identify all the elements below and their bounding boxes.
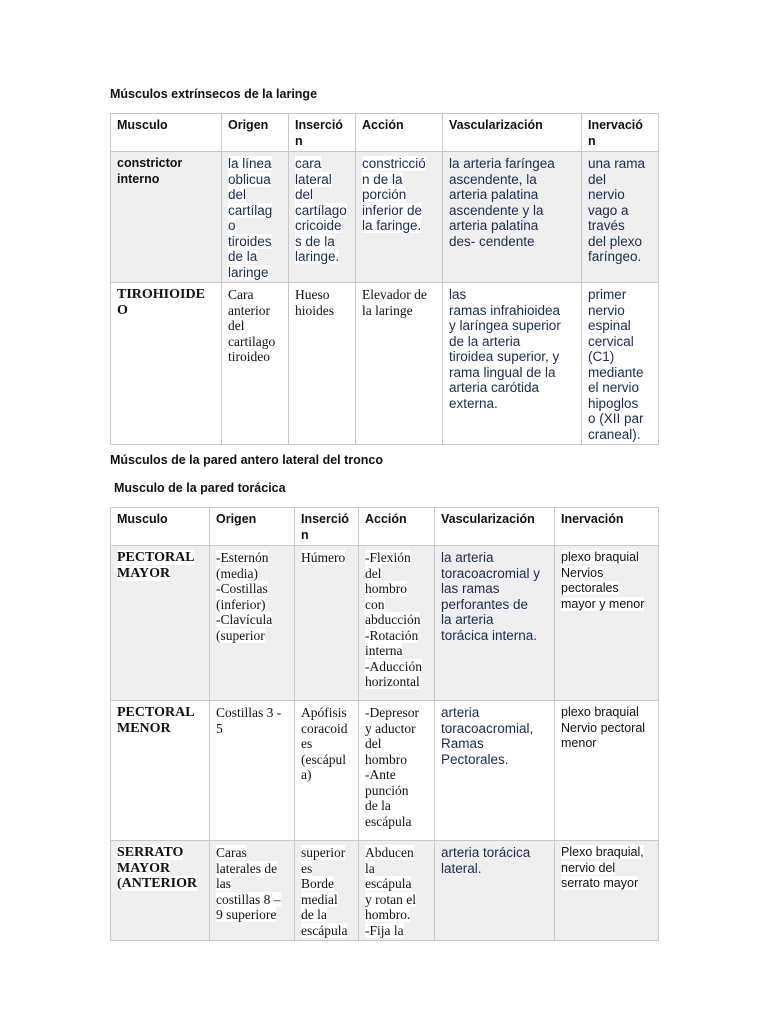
cell-origen: Caras laterales de las costillas 8 – 9 superiore bbox=[210, 841, 295, 941]
cell-accion: -Flexión del hombro con abducción -Rotación interna -Aducción horizontal bbox=[359, 546, 435, 701]
header-accion: Acción bbox=[356, 114, 443, 152]
section-subtitle-toracica: Musculo de la pared torácica bbox=[114, 481, 286, 495]
cell-origen: la línea oblicua del cartílag o tiroides de la laringe bbox=[222, 152, 289, 283]
table-pared-toracica bbox=[110, 507, 659, 941]
cell-origen: Cara anterior del cartilago tiroideo bbox=[222, 283, 289, 445]
cell-vascularizacion: arteria torácica lateral. bbox=[435, 841, 555, 941]
cell-origen: Costillas 3 - 5 bbox=[210, 701, 295, 841]
cell-inervacion: plexo braquial Nervios pectorales mayor y menor bbox=[555, 546, 659, 701]
cell-vascularizacion: arteria toracoacromial, Ramas Pectorales. bbox=[435, 701, 555, 841]
header-inervacion: Inervación bbox=[555, 508, 659, 546]
cell-accion: Abducen la escápula y rotan el hombro. -Fija la bbox=[359, 841, 435, 941]
cell-musculo: constrictor interno bbox=[111, 152, 222, 283]
section-title-laringe: Músculos extrínsecos de la laringe bbox=[110, 87, 318, 101]
cell-musculo: PECTORAL MAYOR bbox=[111, 546, 210, 701]
cell-inervacion: Plexo braquial, nervio del serrato mayor bbox=[555, 841, 659, 941]
header-origen: Origen bbox=[210, 508, 295, 546]
cell-accion: Elevador de la laringe bbox=[356, 283, 443, 445]
cell-vascularizacion: la arteria toracoacromial y las ramas perforantes de la arteria torácica interna. bbox=[435, 546, 555, 701]
header-vascularizacion: Vascularización bbox=[443, 114, 582, 152]
cell-vascularizacion: la arteria faríngea ascendente, la arteria palatina ascendente y la arteria palatina des- cendente bbox=[443, 152, 582, 283]
cell-musculo: SERRATO MAYOR (ANTERIOR bbox=[111, 841, 210, 941]
cell-origen: -Esternón (media) -Costillas (inferior) -Clavícula (superior bbox=[210, 546, 295, 701]
cell-accion: constricció n de la porción inferior de la faringe. bbox=[356, 152, 443, 283]
table-laringe bbox=[110, 113, 659, 445]
header-inervacion: Inervació n bbox=[582, 114, 659, 152]
section-title-tronco: Músculos de la pared antero lateral del tronco bbox=[110, 453, 383, 467]
cell-musculo: PECTORAL MENOR bbox=[111, 701, 210, 841]
header-insercion: Inserción bbox=[289, 114, 356, 152]
header-musculo: Musculo bbox=[111, 114, 222, 152]
header-accion: Acción bbox=[359, 508, 435, 546]
table-row bbox=[111, 546, 659, 701]
cell-insercion: superior es Borde medial de la escápula bbox=[295, 841, 359, 941]
cell-vascularizacion: las ramas infrahioidea y laríngea superior de la arteria tiroidea superior, y rama lingual de la arteria carótida externa. bbox=[443, 283, 582, 445]
header-insercion: Inserció n bbox=[295, 508, 359, 546]
header-vascularizacion: Vascularización bbox=[435, 508, 555, 546]
table-header-row bbox=[111, 114, 659, 152]
cell-insercion: cara lateral del cartílago cricoide s de la laringe. bbox=[289, 152, 356, 283]
table-row bbox=[111, 283, 659, 445]
cell-accion: -Depresor y aductor del hombro -Ante punción de la escápula bbox=[359, 701, 435, 841]
cell-insercion: Húmero bbox=[295, 546, 359, 701]
cell-musculo: TIROHIOIDE O bbox=[111, 283, 222, 445]
cell-insercion: Apófisis coracoid es (escápul a) bbox=[295, 701, 359, 841]
cell-insercion: Hueso hioides bbox=[289, 283, 356, 445]
table-row bbox=[111, 841, 659, 941]
table-row bbox=[111, 701, 659, 841]
cell-inervacion: primer nervio espinal cervical (C1) mediante el nervio hipoglos o (XII par craneal). bbox=[582, 283, 659, 445]
header-origen: Origen bbox=[222, 114, 289, 152]
header-musculo: Musculo bbox=[111, 508, 210, 546]
table-header-row bbox=[111, 508, 659, 546]
cell-inervacion: plexo braquial Nervio pectoral menor bbox=[555, 701, 659, 841]
table-row bbox=[111, 152, 659, 283]
cell-inervacion: una rama del nervio vago a través del plexo faríngeo. bbox=[582, 152, 659, 283]
